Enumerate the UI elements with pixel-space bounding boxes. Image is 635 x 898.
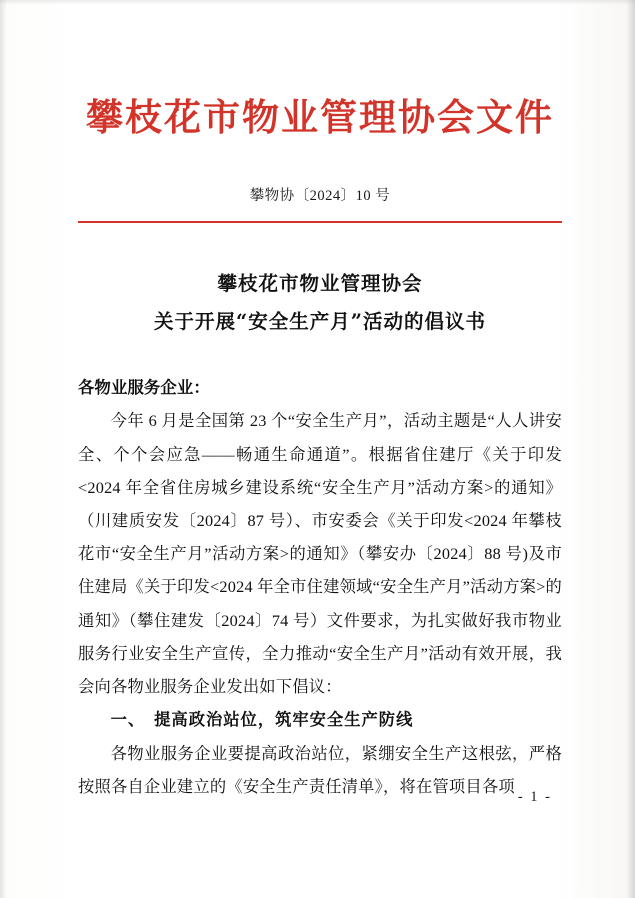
- page-number: - 1 -: [517, 789, 552, 805]
- title-line-organization: 攀枝花市物业管理协会: [217, 272, 423, 296]
- body-paragraph-1: 今年 6 月是全国第 23 个“安全生产月”，活动主题是“人人讲安全、个个会应急——畅通生命通道”。根据省住建厅《关于印发<2024 年全省住房城乡建设系统“安全生产月”活动方案>的通知》（川建质安发〔2024〕87 号）、市安委会《关于印发<2024 年攀枝花市“安全生产月”活动方案>的通知》（攀安办〔2024〕88 号)及市住建局《关于印发<2024 年全市住建领域“安全生产月”活动方案>的通知》（攀住建发〔2024〕74 号）文件要求，为扎实做好我市物业服务行业安全生产宣传，全力推动“安全生产月”活动有效开展，我会向各物业服务企业发出如下倡议：: [78, 411, 562, 697]
- document-number: 攀物协〔2024〕10 号: [249, 187, 391, 204]
- section-heading-1-number: 一、: [110, 710, 146, 730]
- document-title: [78, 265, 562, 341]
- red-divider-rule: [78, 221, 562, 224]
- document-content: [78, 0, 562, 898]
- body-paragraph-2: 各物业服务企业要提高政治站位，紧绷安全生产这根弦，严格按照各自企业建立的《安全生产责任清单》，将在管项目各项: [78, 743, 562, 796]
- masthead-title: 攀枝花市物业管理协会文件: [86, 95, 554, 139]
- section-heading-1-title: 提高政治站位，筑牢安全生产防线: [154, 710, 414, 730]
- section-heading-1: [78, 703, 562, 736]
- salutation: 各物业服务企业：: [78, 378, 210, 398]
- masthead: [78, 96, 562, 139]
- title-line-subject: 关于开展“安全生产月”活动的倡议书: [154, 310, 486, 334]
- document-body: [78, 371, 562, 803]
